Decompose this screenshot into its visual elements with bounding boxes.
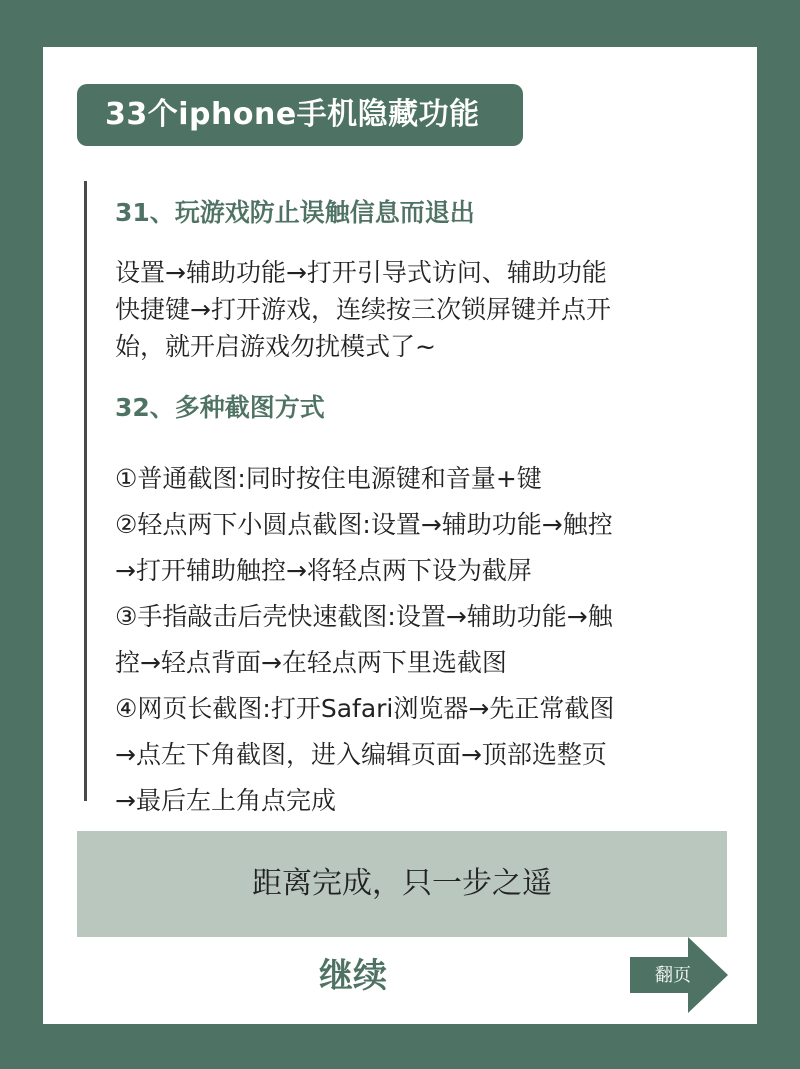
progress-banner: 距离完成，只一步之遥	[77, 831, 727, 937]
tip-32-line: →打开辅助触控→将轻点两下设为截屏	[115, 556, 532, 585]
next-page-label: 翻页	[655, 965, 691, 986]
content-card	[43, 47, 757, 1024]
tip-32-heading: 32、多种截图方式	[115, 393, 325, 422]
page-title: 33个iphone手机隐藏功能	[77, 84, 523, 146]
tip-32-body	[115, 456, 614, 824]
tip-31-line: 快捷键→打开游戏，连续按三次锁屏键并点开	[115, 295, 611, 324]
tip-32-line: →点左下角截图，进入编辑页面→顶部选整页	[115, 740, 607, 769]
tip-32-line: ④网页长截图:打开Safari浏览器→先正常截图	[115, 694, 615, 723]
tip-31-line: 设置→辅助功能→打开引导式访问、辅助功能	[115, 258, 607, 287]
tip-32-line: →最后左上角点完成	[115, 786, 336, 815]
tip-31-body	[115, 254, 611, 365]
tip-32-line: ①普通截图:同时按住电源键和音量+键	[115, 464, 542, 493]
tip-31-heading: 31、玩游戏防止误触信息而退出	[115, 198, 475, 227]
tip-32-line: 控→轻点背面→在轻点两下里选截图	[115, 648, 507, 677]
tip-31-line: 始，就开启游戏勿扰模式了~	[115, 332, 436, 361]
next-page-button[interactable]	[630, 937, 730, 1013]
content-divider	[84, 181, 87, 801]
tip-32-line: ②轻点两下小圆点截图:设置→辅助功能→触控	[115, 510, 613, 539]
continue-label: 继续	[319, 956, 387, 996]
tip-32-line: ③手指敲击后壳快速截图:设置→辅助功能→触	[115, 602, 613, 631]
